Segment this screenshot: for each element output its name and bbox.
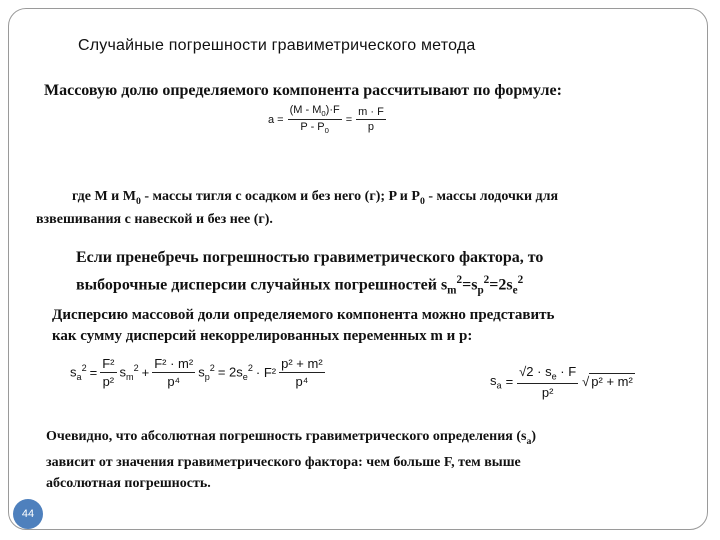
formula-mass-fraction: a = $\frac{(M - M_0)\cdot F}{P - P_0}$ = $\frac{m \cdot F}{p}$ bbox=[268, 104, 384, 136]
variance-statement: Если пренебречь погрешностью гравиметрического фактора, то выборочные дисперсии случайных погрешностей $s_m^2=s_p^2=2s_e^2$ bbox=[76, 249, 544, 297]
where-explanation: где M и $M_0$ - массы тигля с осадком и без него (г); P и $P_0$ - массы лодочки для взвешивания с навеской и без нее (г). bbox=[36, 189, 559, 227]
formula-std-deviation: $s_a$ = $\frac{√2 \cdot s_e \cdot F}{\text{p²}}$ √ p² + m² bbox=[490, 364, 633, 400]
dispersion-statement: Дисперсию массовой доли определяемого компонента можно представить как сумму дисперсий некоррелированных переменных m и p: bbox=[52, 307, 555, 344]
page-number-badge: 44 bbox=[13, 499, 43, 529]
conclusion-text: Очевидно, что абсолютная погрешность гравиметрического определения $(s_a)$ зависит от значения гравиметрического фактора: чем больше F, тем выше абсолютная погрешность. bbox=[46, 429, 537, 491]
formula-variance: $s_a^2$ = $\frac{\text{F²}}{\text{p²}}$ $s_m^2$ + $\frac{\text{F² · m²}}{\text{p⁴}}$ $s_p^2$ = $2s_e^2$ · F² $\frac{\text{p² + m²}}{\text{p⁴}}$ bbox=[70, 356, 323, 389]
slide-title: Случайные погрешности гравиметрического метода bbox=[78, 37, 476, 54]
intro-text: Массовую долю определяемого компонента рассчитывают по формуле: bbox=[44, 82, 562, 99]
